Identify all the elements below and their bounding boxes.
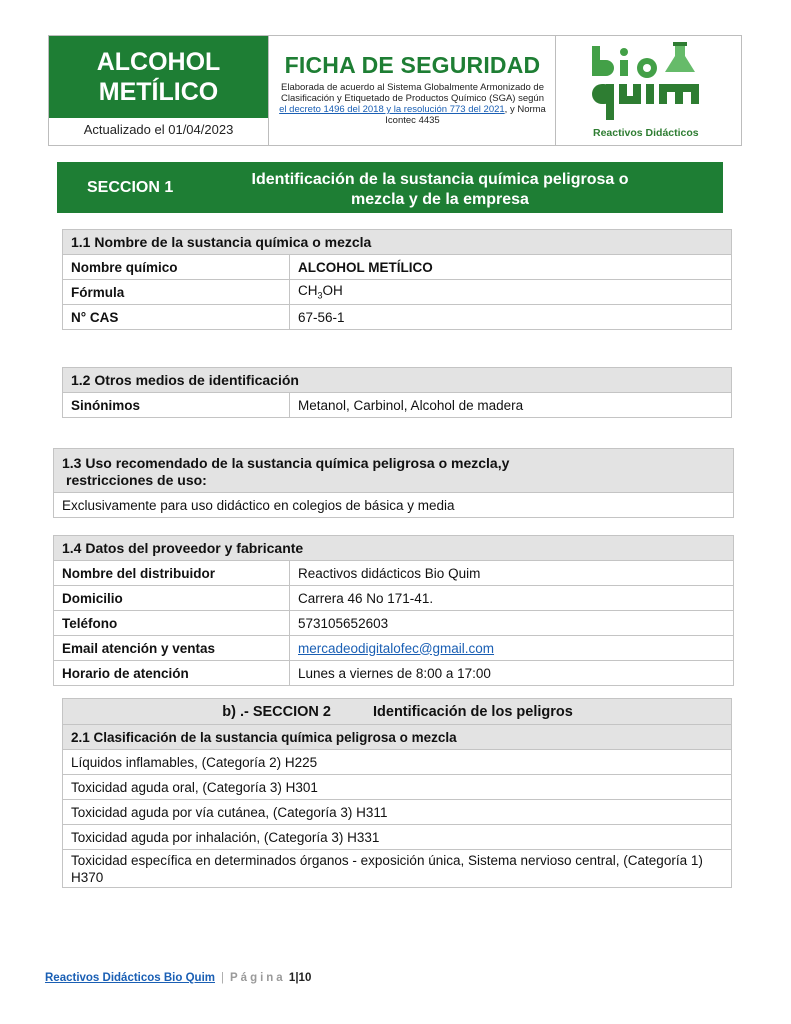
row-label: Email atención y ventas — [54, 636, 290, 661]
table-row — [63, 280, 732, 305]
hazard-item: Líquidos inflamables, (Categoría 2) H225 — [63, 750, 732, 775]
table-row — [63, 825, 732, 850]
table-row — [54, 493, 734, 518]
header-left — [49, 36, 269, 145]
row-label: Teléfono — [54, 611, 290, 636]
table-1-1-header: 1.1 Nombre de la sustancia química o mezcla — [63, 230, 732, 255]
row-value: Carrera 46 No 171-41. — [290, 586, 734, 611]
header-center — [270, 36, 556, 145]
row-label: N° CAS — [63, 305, 290, 330]
section-2-1-header: 2.1 Clasificación de la sustancia química peligrosa o mezcla — [63, 725, 732, 750]
table-row — [63, 255, 732, 280]
table-row — [63, 775, 732, 800]
document-subtitle — [278, 82, 547, 126]
header-line-1: 1.3 Uso recomendado de la sustancia química peligrosa o mezcla,y — [62, 455, 510, 471]
row-label: Horario de atención — [54, 661, 290, 686]
table-1-1 — [62, 229, 732, 330]
row-value: 67-56-1 — [290, 305, 732, 330]
table-row — [54, 586, 734, 611]
bioquim-logo — [557, 36, 742, 145]
table-row — [54, 661, 734, 686]
hazard-item: Toxicidad específica en determinados órganos - exposición única, Sistema nervioso central, (Categoría 1) H370 — [63, 850, 732, 888]
row-value: Metanol, Carbinol, Alcohol de madera — [290, 393, 732, 418]
table-1-4-header: 1.4 Datos del proveedor y fabricante — [54, 536, 734, 561]
table-row — [54, 611, 734, 636]
table-row — [63, 393, 732, 418]
table-row — [54, 561, 734, 586]
bioquim-logo-icon — [557, 36, 742, 131]
table-row — [63, 800, 732, 825]
footer-page-word: Página — [230, 972, 286, 984]
hazard-item: Toxicidad aguda por vía cutánea, (Categoría 3) H311 — [63, 800, 732, 825]
section-2-number: b) .- SECCION 2 — [222, 703, 331, 720]
row-value — [290, 636, 734, 661]
table-1-2 — [62, 367, 732, 418]
row-label: Sinónimos — [63, 393, 290, 418]
formula-part: OH — [322, 283, 343, 299]
table-header — [63, 230, 732, 255]
table-header — [63, 368, 732, 393]
decree-link[interactable]: el decreto 1496 del 2018 y la resolución 773 del 2021 — [279, 104, 505, 115]
row-value: Lunes a viernes de 8:00 a 17:00 — [290, 661, 734, 686]
section-2-header — [63, 699, 732, 725]
updated-date: Actualizado el 01/04/2023 — [83, 122, 234, 137]
product-name — [49, 36, 268, 118]
page-footer — [45, 972, 311, 984]
subtitle-text-1: Elaborada de acuerdo al Sistema Globalmente Armonizado de Clasificación y Etiquetado de Productos Químico (SGA) según — [281, 82, 544, 104]
table-row — [63, 305, 732, 330]
footer-separator: | — [221, 972, 224, 984]
email-link[interactable]: mercadeodigitalofec@gmail.com — [298, 640, 495, 656]
footer-page-total: 10 — [298, 972, 312, 984]
table-1-4 — [53, 535, 734, 686]
use-text: Exclusivamente para uso didáctico en colegios de básica y media — [54, 493, 734, 518]
document-header — [48, 35, 742, 146]
formula-subscript: 3 — [317, 290, 323, 301]
section-1-banner — [57, 162, 723, 213]
section-1-number: SECCION 1 — [87, 179, 174, 196]
document-title: FICHA DE SEGURIDAD — [284, 52, 541, 78]
table-1-3-header — [54, 449, 734, 493]
table-row — [63, 850, 732, 888]
product-name-line2: METÍLICO — [98, 78, 219, 106]
hazard-item: Toxicidad aguda por inhalación, (Categoría 3) H331 — [63, 825, 732, 850]
table-header — [54, 449, 734, 493]
table-header — [63, 699, 732, 725]
row-value: Reactivos didácticos Bio Quim — [290, 561, 734, 586]
row-label: Fórmula — [63, 280, 290, 305]
section-1-title: Identificación de la sustancia química peligrosa o mezcla y de la empresa — [251, 171, 629, 208]
table-section-2 — [62, 698, 732, 888]
formula-part: CH — [298, 283, 318, 299]
row-label: Nombre del distribuidor — [54, 561, 290, 586]
row-value: 573105652603 — [290, 611, 734, 636]
section-2-title: Identificación de los peligros — [373, 703, 573, 720]
table-1-3 — [53, 448, 734, 518]
row-label: Domicilio — [54, 586, 290, 611]
table-header — [63, 725, 732, 750]
table-row — [63, 750, 732, 775]
formula-value — [290, 280, 732, 305]
product-name-line1: ALCOHOL — [96, 48, 221, 76]
row-label: Nombre químico — [63, 255, 290, 280]
subtitle-text-2: , y Norma Icontec 4435 — [385, 104, 546, 126]
footer-company-link[interactable]: Reactivos Didácticos Bio Quim — [45, 972, 215, 984]
hazard-item: Toxicidad aguda oral, (Categoría 3) H301 — [63, 775, 732, 800]
header-line-2: restricciones de uso: — [66, 472, 207, 488]
footer-page-sep: | — [295, 972, 299, 984]
table-row — [54, 636, 734, 661]
table-1-2-header: 1.2 Otros medios de identificación — [63, 368, 732, 393]
table-header — [54, 536, 734, 561]
logo-text: Reactivos Didácticos — [593, 127, 699, 139]
row-value: ALCOHOL METÍLICO — [290, 255, 732, 280]
footer-page-current: 1 — [288, 972, 296, 984]
